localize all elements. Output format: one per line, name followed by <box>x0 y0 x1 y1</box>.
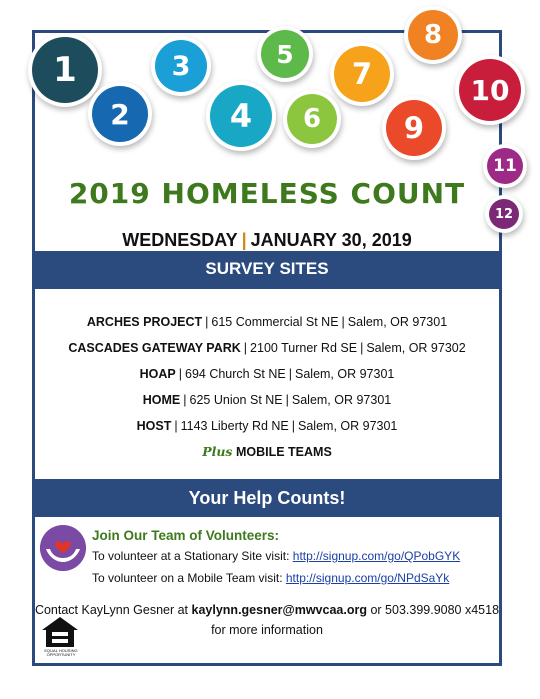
headline: 2019 HOMELESS COUNT <box>68 177 466 210</box>
site-address: 625 Union St NE <box>189 393 283 407</box>
help-counts-header: Your Help Counts! <box>35 479 499 517</box>
number-bubble-3: 3 <box>155 40 207 92</box>
number-bubble-6: 6 <box>287 94 337 144</box>
contact-suffix: for more information <box>211 623 323 637</box>
site-item <box>35 335 499 361</box>
site-city: Salem, OR 97301 <box>295 367 395 381</box>
mobile-volunteer-line <box>92 571 449 585</box>
mobile-teams-note <box>35 444 499 459</box>
site-name: HOAP <box>139 367 176 381</box>
mobile-teams-text: MOBILE TEAMS <box>235 445 332 459</box>
stationary-text: To volunteer at a Stationary Site visit: <box>92 549 293 563</box>
site-city: Salem, OR 97302 <box>366 341 466 355</box>
site-separator: | <box>183 393 187 407</box>
site-separator: | <box>285 393 289 407</box>
number-bubble-4: 4 <box>210 85 272 147</box>
number-bubble-12: 12 <box>489 199 519 229</box>
site-separator: | <box>360 341 364 355</box>
contact-phone: or 503.399.9080 x4518 <box>366 603 500 617</box>
event-day: WEDNESDAY <box>122 230 238 250</box>
contact-email[interactable]: kaylynn.gesner@mwvcaa.org <box>191 603 367 617</box>
site-item <box>35 361 499 387</box>
site-separator: | <box>205 315 209 329</box>
site-separator: | <box>243 341 248 355</box>
number-bubble-9: 9 <box>386 100 442 156</box>
number-bubble-1: 1 <box>32 37 98 103</box>
site-address: 1143 Liberty Rd NE <box>180 419 289 433</box>
site-city: Salem, OR 97301 <box>298 419 398 433</box>
stationary-volunteer-line <box>92 549 460 563</box>
site-separator: | <box>291 419 296 433</box>
site-item <box>35 309 499 335</box>
site-separator: | <box>178 367 182 381</box>
survey-sites-list <box>35 309 499 439</box>
equal-housing-label: EQUAL HOUSING OPPORTUNITY <box>44 648 78 657</box>
volunteer-title: Join Our Team of Volunteers: <box>92 528 280 543</box>
site-item <box>35 387 499 413</box>
contact-info <box>32 600 502 640</box>
event-date <box>32 230 502 251</box>
number-bubble-11: 11 <box>487 148 523 184</box>
site-separator: | <box>341 315 345 329</box>
contact-prefix: Contact KayLynn Gesner at <box>34 603 192 617</box>
site-name: HOST <box>136 419 172 433</box>
number-bubble-10: 10 <box>459 59 521 121</box>
site-separator: | <box>288 367 292 381</box>
site-address: 694 Church St NE <box>185 367 286 381</box>
site-city: Salem, OR 97301 <box>347 315 448 329</box>
number-bubble-2: 2 <box>92 86 148 142</box>
stationary-signup-link[interactable]: http://signup.com/go/QPobGYK <box>292 549 461 563</box>
date-separator: | <box>241 230 247 250</box>
survey-sites-header: SURVEY SITES <box>35 251 499 289</box>
mobile-signup-link[interactable]: http://signup.com/go/NPdSaYk <box>285 571 450 585</box>
number-bubble-5: 5 <box>261 30 309 78</box>
site-name: ARCHES PROJECT <box>86 315 203 329</box>
site-separator: | <box>174 419 178 433</box>
site-name: HOME <box>142 393 181 407</box>
site-address: 615 Commercial St NE <box>211 315 339 329</box>
site-city: Salem, OR 97301 <box>291 393 392 407</box>
plus-script: Plus <box>202 444 233 459</box>
event-date-text: JANUARY 30, 2019 <box>250 230 412 250</box>
number-bubble-8: 8 <box>408 10 458 60</box>
mobile-text: To volunteer on a Mobile Team visit: <box>92 571 286 585</box>
number-bubble-7: 7 <box>334 46 390 102</box>
site-name: CASCADES GATEWAY PARK <box>68 341 241 355</box>
volunteer-hands-heart-icon <box>40 525 86 571</box>
site-item <box>35 413 499 439</box>
site-address: 2100 Turner Rd SE <box>250 341 358 355</box>
